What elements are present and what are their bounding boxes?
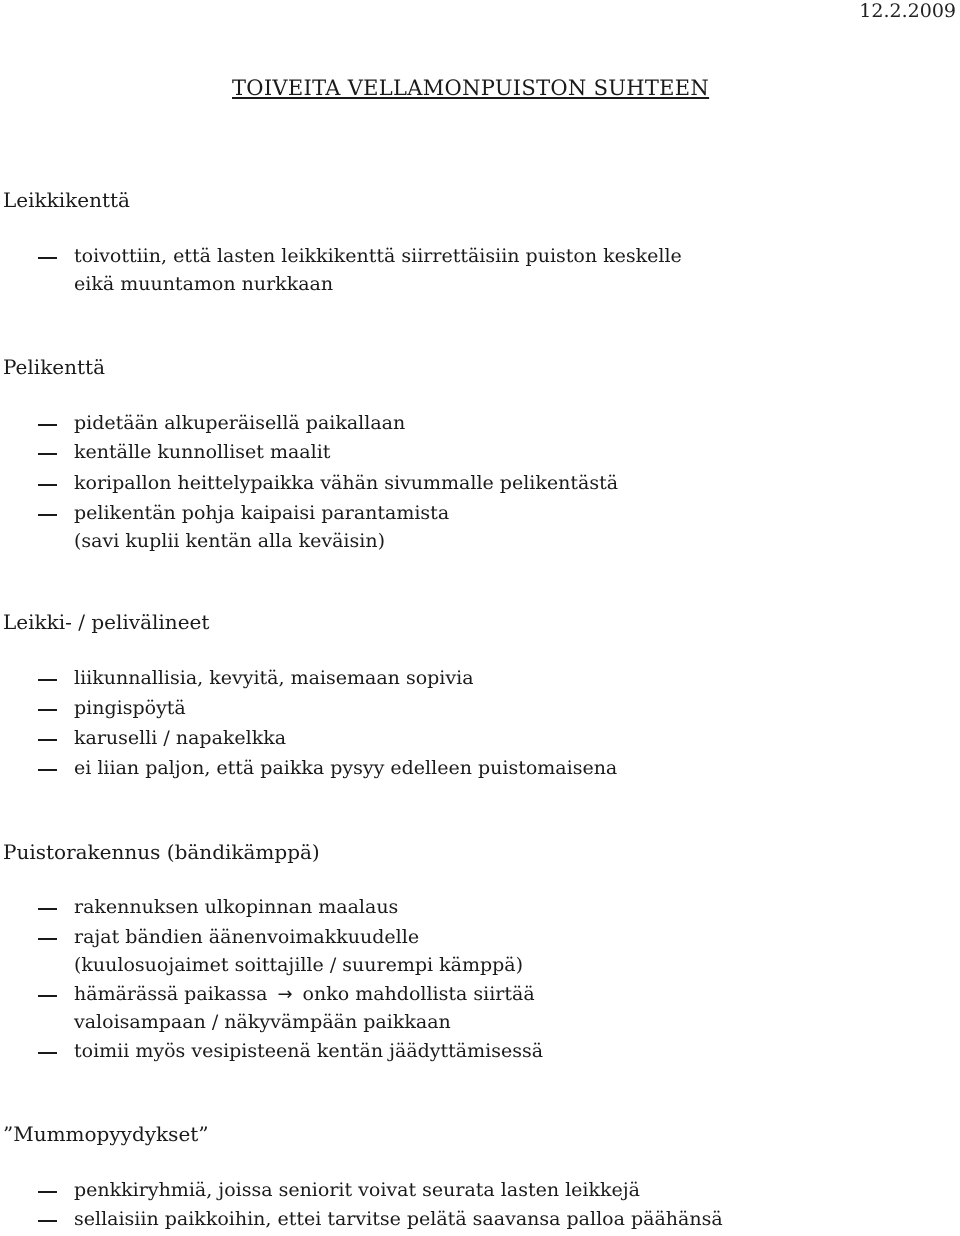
- list-item-text: sellaisiin paikkoihin, ettei tarvitse pelätä saavansa palloa päähänsä: [74, 1208, 723, 1230]
- list-item-text: [74, 983, 535, 1005]
- dash-bullet: [38, 1052, 57, 1054]
- list-item: [0, 757, 960, 785]
- list-item-continuation: valoisampaan / näkyvämpään paikkaan: [74, 1011, 451, 1033]
- list-item: [0, 245, 960, 273]
- dash-bullet: [38, 709, 57, 711]
- dash-bullet: [38, 938, 57, 940]
- dash-bullet: [38, 257, 57, 259]
- list-item-continuation: (savi kuplii kentän alla keväisin): [74, 530, 385, 552]
- list-item: [0, 667, 960, 695]
- dash-bullet: [38, 739, 57, 741]
- section-heading-mummopyydykset: ”Mummopyydykset”: [3, 1122, 209, 1146]
- list-item-text: koripallon heittelypaikka vähän sivummalle pelikentästä: [74, 472, 619, 494]
- list-item-text: toimii myös vesipisteenä kentän jäädyttämisessä: [74, 1040, 544, 1062]
- list-item-text: ei liian paljon, että paikka pysyy edelleen puistomaisena: [74, 757, 618, 779]
- dash-bullet: [38, 995, 57, 997]
- list-item: [0, 727, 960, 755]
- section-heading-pelivalineet: Leikki- / pelivälineet: [3, 610, 210, 634]
- list-item-text: liikunnallisia, kevyitä, maisemaan sopivia: [74, 667, 474, 689]
- list-item-text: rakennuksen ulkopinnan maalaus: [74, 896, 399, 918]
- list-item-text-part: hämärässä paikassa: [74, 983, 268, 1005]
- section-heading-puistorakennus: Puistorakennus (bändikämppä): [3, 840, 320, 864]
- list-item: [0, 697, 960, 725]
- section-heading-leikkikentta: Leikkikenttä: [3, 188, 130, 212]
- section-heading-pelikentta: Pelikenttä: [3, 355, 106, 379]
- list-item: [0, 502, 960, 530]
- list-item: [0, 472, 960, 500]
- dash-bullet: [38, 424, 57, 426]
- right-arrow-icon: →: [277, 984, 293, 1005]
- dash-bullet: [38, 514, 57, 516]
- dash-bullet: [38, 769, 57, 771]
- document-date: 12.2.2009: [859, 0, 956, 22]
- list-item-text: kentälle kunnolliset maalit: [74, 441, 331, 463]
- list-item-text: toivottiin, että lasten leikkikenttä siirrettäisiin puiston keskelle: [74, 245, 682, 267]
- document-title: TOIVEITA VELLAMONPUISTON SUHTEEN: [232, 76, 710, 100]
- list-item: [0, 1179, 960, 1207]
- dash-bullet: [38, 908, 57, 910]
- list-item-text: rajat bändien äänenvoimakkuudelle: [74, 926, 420, 948]
- list-item: [0, 1040, 960, 1068]
- list-item-text: pelikentän pohja kaipaisi parantamista: [74, 502, 450, 524]
- dash-bullet: [38, 1191, 57, 1193]
- list-item-text-part: onko mahdollista siirtää: [302, 983, 535, 1005]
- list-item: [0, 441, 960, 469]
- list-item-text: pidetään alkuperäisellä paikallaan: [74, 412, 406, 434]
- list-item: [0, 896, 960, 924]
- list-item-text: pingispöytä: [74, 697, 186, 719]
- dash-bullet: [38, 453, 57, 455]
- dash-bullet: [38, 1220, 57, 1222]
- list-item: [0, 983, 960, 1011]
- list-item-text: penkkiryhmiä, joissa seniorit voivat seurata lasten leikkejä: [74, 1179, 640, 1201]
- dash-bullet: [38, 679, 57, 681]
- list-item: [0, 926, 960, 954]
- list-item-text: karuselli / napakelkka: [74, 727, 287, 749]
- list-item-continuation: (kuulosuojaimet soittajille / suurempi kämppä): [74, 954, 524, 976]
- list-item: [0, 412, 960, 440]
- dash-bullet: [38, 484, 57, 486]
- list-item: [0, 1208, 960, 1236]
- list-item-continuation: eikä muuntamon nurkkaan: [74, 273, 334, 295]
